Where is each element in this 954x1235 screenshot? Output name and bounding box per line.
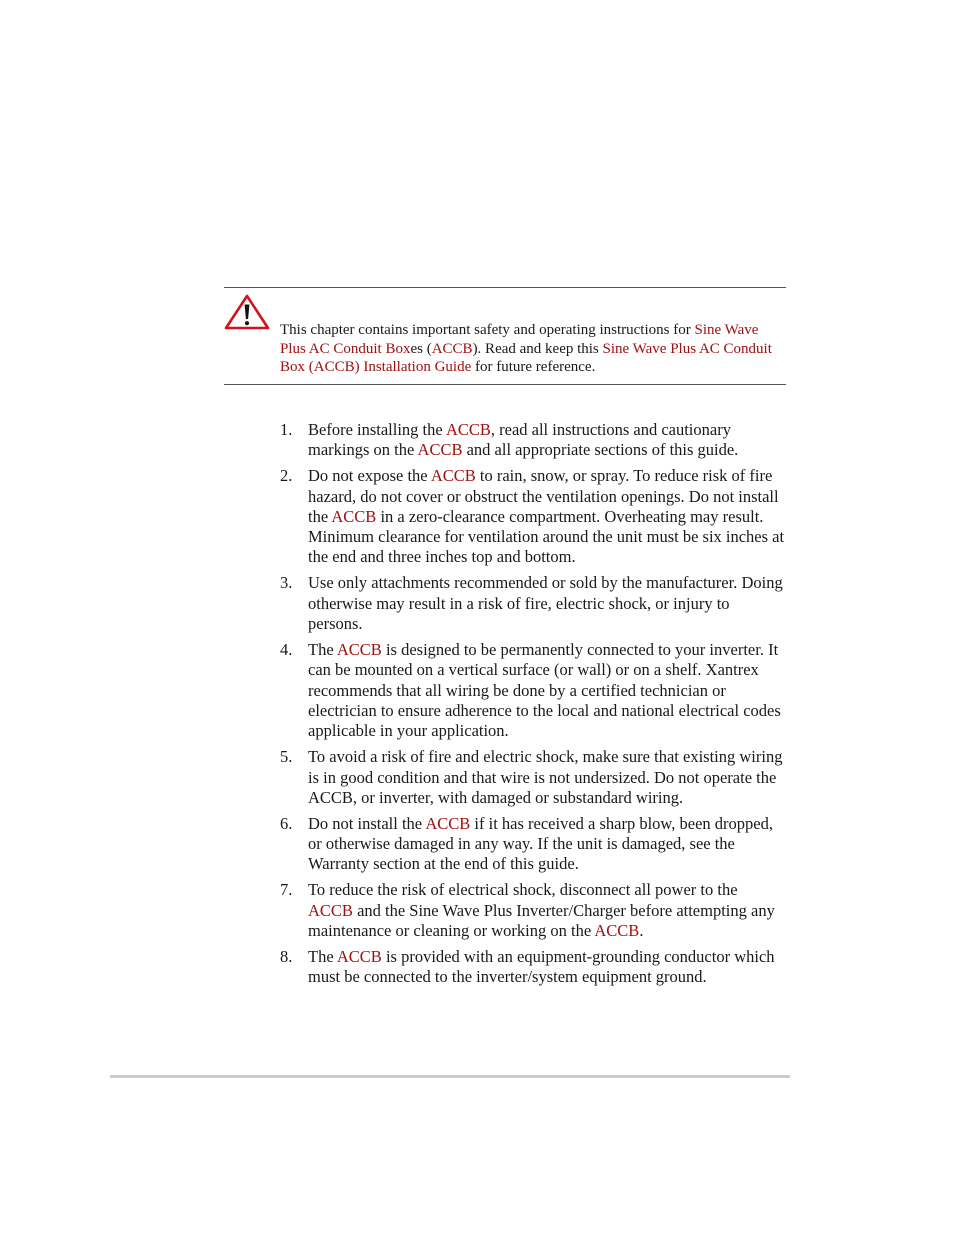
footer-rule xyxy=(110,1075,790,1078)
list-item xyxy=(280,640,785,741)
text-run: Do not expose the xyxy=(308,466,431,486)
cross-reference-link[interactable]: ACCB xyxy=(331,506,377,526)
cross-reference-link[interactable]: ACCB xyxy=(336,640,382,660)
list-item xyxy=(280,947,785,988)
text-run: . xyxy=(639,920,644,940)
warning-bottom-rule xyxy=(224,384,786,385)
item-text xyxy=(308,466,784,566)
text-run: Use only attachments recommended or sold by the manufacturer. Doing otherwise may result in a risk of fire, electric shock, or injury to persons. xyxy=(308,573,783,634)
cross-reference-link[interactable]: Sine Wave Plus AC Conduit Box (ACCB) Installation Guide xyxy=(280,340,772,375)
list-item xyxy=(280,420,785,461)
text-run: ). Read and keep this xyxy=(472,340,603,357)
text-run: to rain, snow, or spray. To reduce risk of fire hazard, do not cover or obstruct the ventilation openings. Do not install the xyxy=(308,466,779,526)
text-run: The xyxy=(308,640,337,660)
safety-instructions-list xyxy=(280,420,785,993)
item-text xyxy=(308,420,738,459)
list-item xyxy=(280,747,785,808)
cross-reference-link[interactable]: ACCB xyxy=(308,900,353,920)
cross-reference-link[interactable]: ACCB xyxy=(445,420,491,439)
item-text xyxy=(308,880,775,940)
item-text xyxy=(308,747,782,807)
item-number: 3. xyxy=(280,573,293,593)
item-text xyxy=(308,947,775,986)
item-text xyxy=(308,814,773,874)
item-text xyxy=(308,640,781,740)
item-number: 8. xyxy=(280,946,293,966)
cross-reference-link[interactable]: ACCB xyxy=(336,946,382,966)
text-run: is provided with an equipment-grounding conductor which must be connected to the inverter/system equipment ground. xyxy=(308,946,775,987)
cross-reference-link[interactable]: ACCB xyxy=(594,920,640,940)
text-run: is designed to be permanently connected to your inverter. It can be mounted on a vertical surface (or wall) or on a shelf. Xantrex recommends that all wiring be done by a certified technician or electrician to ensure adherence to the local and national electrical codes applicable in your application. xyxy=(308,640,781,741)
text-run: and the Sine Wave Plus Inverter/Charger before attempting any maintenance or cleaning or working on the xyxy=(308,900,775,940)
item-number: 4. xyxy=(280,640,293,660)
text-run: es ( xyxy=(410,340,432,357)
list-item xyxy=(280,573,785,634)
cross-reference-link[interactable]: ACCB xyxy=(417,440,463,460)
cross-reference-link[interactable]: ACCB xyxy=(425,813,471,833)
warning-message xyxy=(280,321,785,377)
text-run: The xyxy=(308,946,337,966)
item-text xyxy=(308,573,783,633)
item-number: 7. xyxy=(280,880,293,900)
text-run: if it has received a sharp blow, been dropped, or otherwise damaged in any way. If the unit is damaged, see the Warranty section at the end of this guide. xyxy=(308,813,773,874)
text-run: Do not install the xyxy=(308,813,426,833)
item-number: 1. xyxy=(280,420,293,439)
text-run: , read all instructions and cautionary markings on the xyxy=(308,420,731,460)
cross-reference-link[interactable]: Sine Wave Plus AC Conduit Box xyxy=(280,322,759,357)
text-run: in a zero-clearance compartment. Overheating may result. Minimum clearance for ventilation around the unit must be six inches at the end and three inches top and bottom. xyxy=(308,506,785,567)
cross-reference-link[interactable]: ACCB xyxy=(430,466,476,486)
text-run: for future reference. xyxy=(471,359,596,375)
text-run: Before installing the xyxy=(308,420,446,439)
list-item xyxy=(280,466,785,567)
text-run: and all appropriate sections of this guide. xyxy=(462,440,739,460)
warning-top-rule xyxy=(224,287,786,288)
list-item xyxy=(280,880,785,941)
list-item xyxy=(280,814,785,875)
warning-triangle-icon xyxy=(224,294,270,330)
item-number: 2. xyxy=(280,466,293,486)
cross-reference-link[interactable]: ACCB xyxy=(431,340,473,357)
item-number: 6. xyxy=(280,813,293,833)
text-run: To avoid a risk of fire and electric shock, make sure that existing wiring is in good condition and that wire is not undersized. Do not operate the ACCB, or inverter, with damaged or substandard wiring. xyxy=(308,747,783,807)
text-run: This chapter contains important safety and operating instructions for xyxy=(280,322,695,338)
text-run: To reduce the risk of electrical shock, disconnect all power to the xyxy=(308,880,738,900)
item-number: 5. xyxy=(280,747,293,767)
